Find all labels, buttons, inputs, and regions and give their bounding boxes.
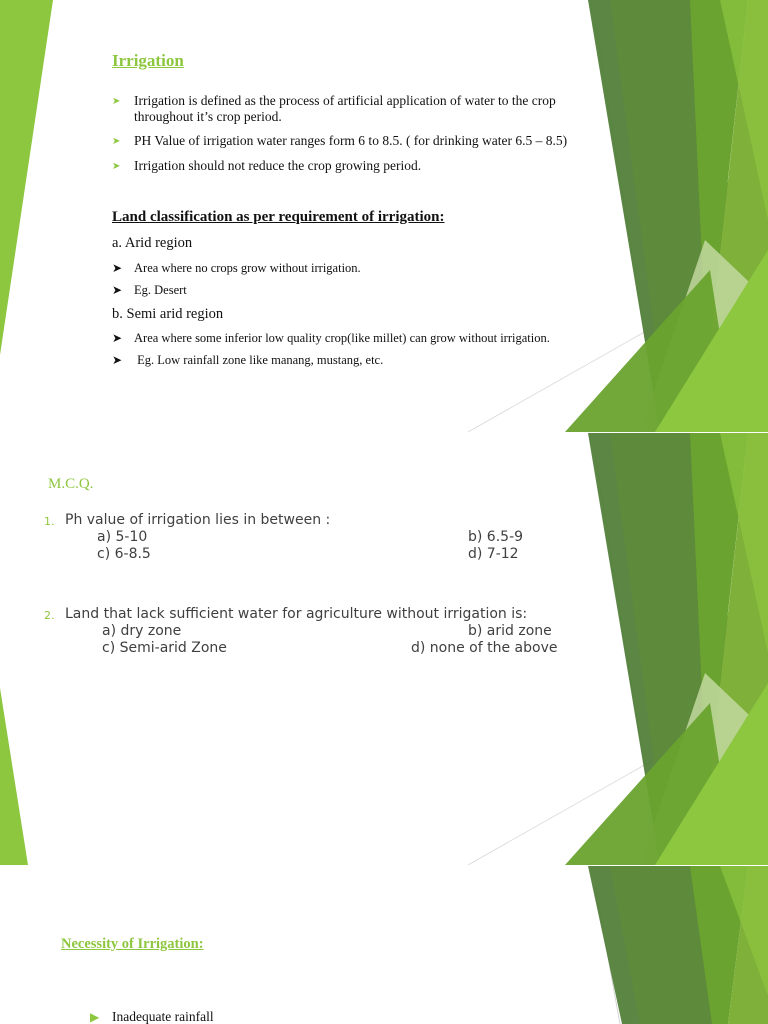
slide2-title: M.C.Q. xyxy=(48,476,94,492)
slide1-subheading: Land classification as per requirement of irrigation: xyxy=(112,209,445,225)
question-1-option-a: a) 5-10 xyxy=(97,529,148,545)
arrow-bullet-icon: ➤ xyxy=(112,96,121,107)
question-2-text: Land that lack sufficient water for agriculture without irrigation is: xyxy=(65,606,528,622)
slide-mcq xyxy=(0,433,768,865)
list-item: ➤ Area where no crops grow without irrigation. xyxy=(112,261,361,275)
slide-irrigation xyxy=(0,0,768,432)
triangle-bullet-icon: ▶ xyxy=(90,1010,100,1024)
arrow-bullet-icon: ➤ xyxy=(112,283,123,297)
left-green-sliver xyxy=(0,0,53,355)
question-1-option-c: c) 6-8.5 xyxy=(97,546,151,562)
question-2-option-a: a) dry zone xyxy=(102,623,182,639)
question-2-number: 2. xyxy=(44,609,55,622)
question-1-option-d: d) 7-12 xyxy=(468,546,519,562)
question-1-text: Ph value of irrigation lies in between : xyxy=(65,512,331,528)
arrow-bullet-icon: ➤ xyxy=(112,136,121,147)
question-2-option-b: b) arid zone xyxy=(468,623,552,639)
list-item: ➤ Irrigation should not reduce the crop growing period. xyxy=(112,158,422,173)
arrow-bullet-icon: ➤ xyxy=(112,161,121,172)
slide-necessity xyxy=(0,866,768,1024)
list-item: ➤ PH Value of irrigation water ranges form 6 to 8.5. ( for drinking water 6.5 – 8.5) xyxy=(112,133,568,148)
slide3-bullet-list xyxy=(90,1009,214,1024)
semi-arid-region-list xyxy=(112,330,632,368)
arrow-bullet-icon: ➤ xyxy=(112,331,123,345)
list-item: ▶ Inadequate rainfall xyxy=(90,1009,214,1024)
arrow-bullet-icon: ➤ xyxy=(112,353,123,367)
slide1-bullet-list xyxy=(112,93,602,174)
arrow-bullet-icon: ➤ xyxy=(112,261,123,275)
question-2-option-c: c) Semi-arid Zone xyxy=(102,640,227,656)
list-item: ➤ Eg. Desert xyxy=(112,283,187,297)
list-item: ➤ Area where some inferior low quality crop(like millet) can grow without irrigation. xyxy=(112,331,550,345)
arid-region-label: a. Arid region xyxy=(112,235,193,251)
slide1-title: Irrigation xyxy=(112,51,184,70)
left-green-sliver xyxy=(0,688,28,865)
semi-arid-region-label: b. Semi arid region xyxy=(112,306,224,322)
question-1-option-b: b) 6.5-9 xyxy=(468,529,524,545)
arid-region-list xyxy=(112,260,612,298)
list-item: ➤ Irrigation is defined as the process of artificial application of water to the crop throughout it’s crop period. xyxy=(112,93,556,124)
question-2-option-d: d) none of the above xyxy=(411,640,558,656)
slide3-title: Necessity of Irrigation: xyxy=(61,936,204,952)
question-1-number: 1. xyxy=(44,515,55,528)
list-item: ➤ Eg. Low rainfall zone like manang, mustang, etc. xyxy=(112,353,384,367)
